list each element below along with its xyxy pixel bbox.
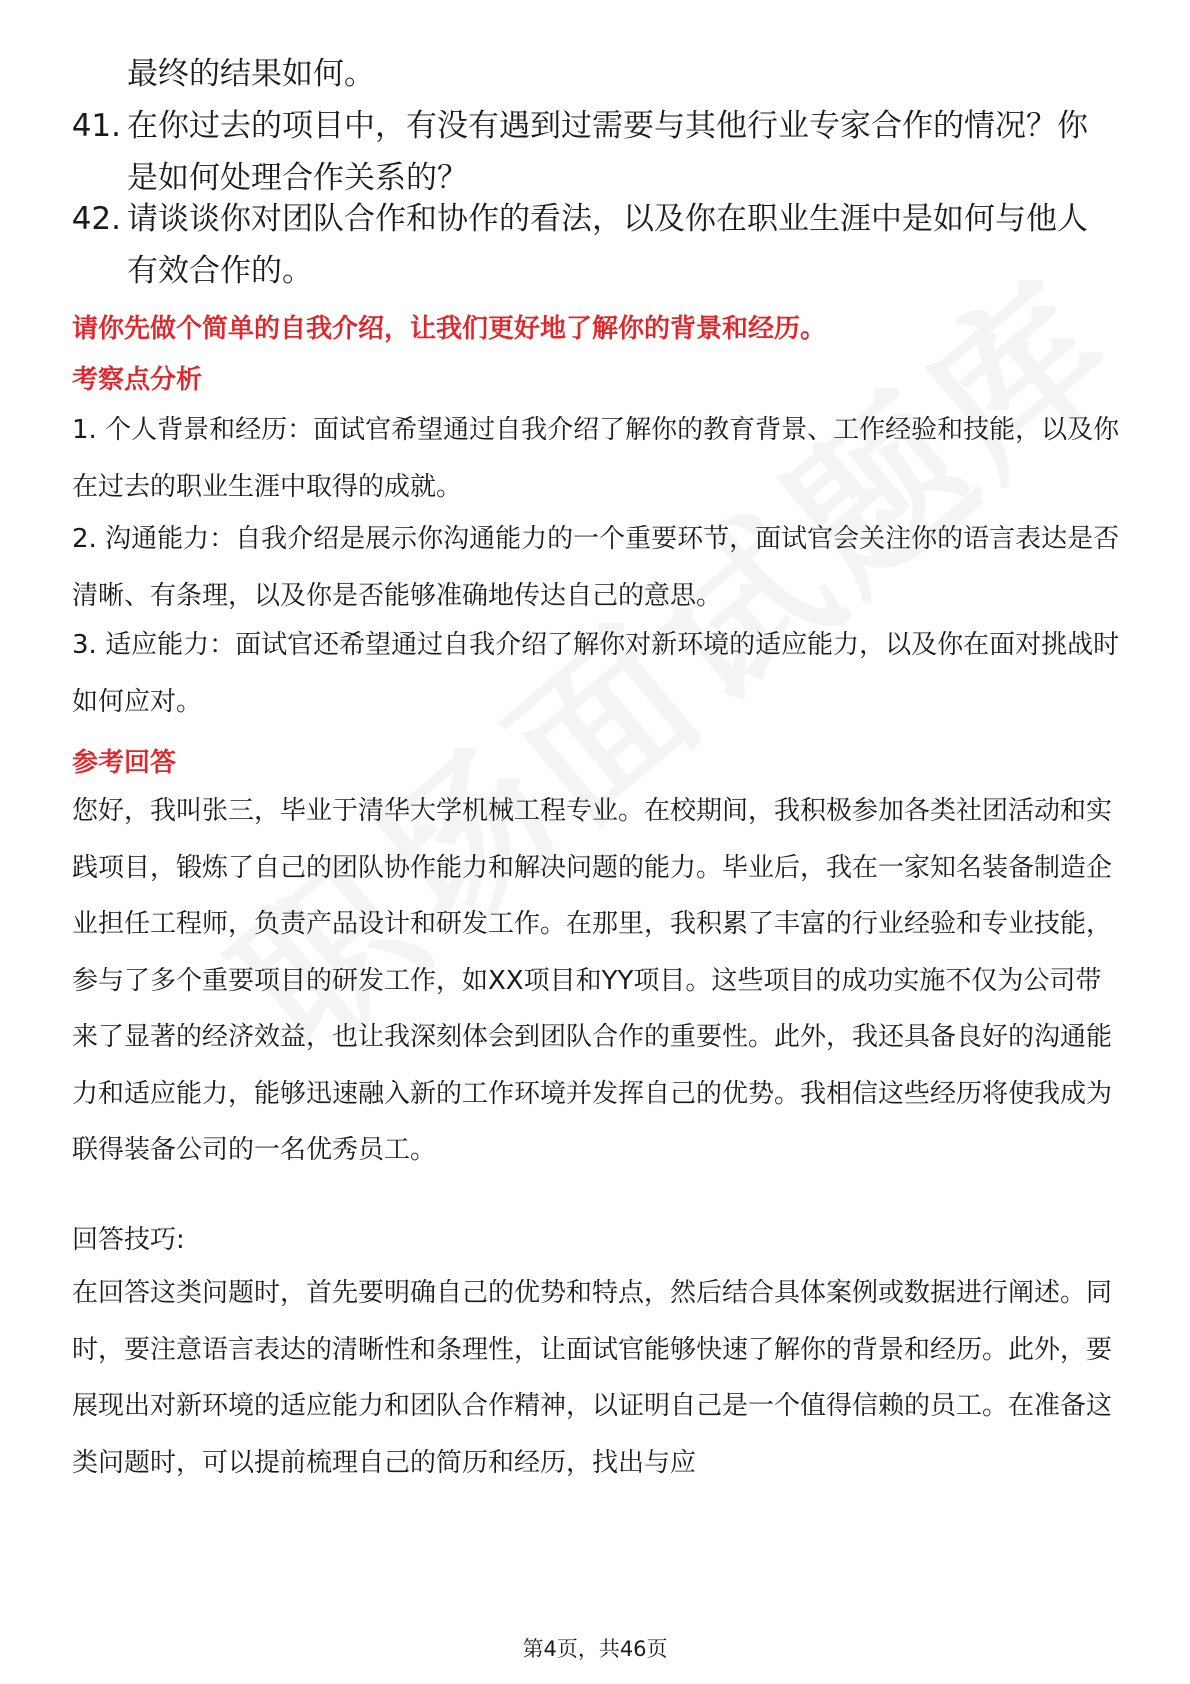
analysis-point: 3. 适应能力：面试官还希望通过自我介绍了解你对新环境的适应能力，以及你在面对挑战时如何应对。 bbox=[72, 630, 1120, 717]
question-item bbox=[71, 100, 1107, 204]
continuation-text: 最终的结果如何。 bbox=[127, 56, 375, 92]
tips-label: 回答技巧: bbox=[72, 1225, 185, 1255]
analysis-point: 1. 个人背景和经历：面试官希望通过自我介绍了解你的教育背景、工作经验和技能，以及你在过去的职业生涯中取得的成就。 bbox=[72, 415, 1120, 502]
question-number: 41. bbox=[71, 108, 121, 144]
section-question: 请你先做个简单的自我介绍，让我们更好地了解你的背景和经历。 bbox=[72, 314, 827, 344]
analysis-heading: 考察点分析 bbox=[72, 365, 203, 395]
page-footer: 第4页，共46页 bbox=[522, 1637, 668, 1661]
question-text: 请谈谈你对团队合作和协作的看法，以及你在职业生涯中是如何与他人有效合作的。 bbox=[127, 201, 1088, 289]
analysis-point: 2. 沟通能力：自我介绍是展示你沟通能力的一个重要环节，面试官会关注你的语言表达是否清晰、有条理，以及你是否能够准确地传达自己的意思。 bbox=[72, 524, 1120, 611]
answer-heading: 参考回答 bbox=[72, 748, 177, 778]
question-item bbox=[71, 193, 1107, 297]
tips-text: 在回答这类问题时，首先要明确自己的优势和特点，然后结合具体案例或数据进行阐述。同时，要注意语言表达的清晰性和条理性，让面试官能够快速了解你的背景和经历。此外，要展现出对新环境的适应能力和团队合作精神，以证明自己是一个值得信赖的员工。在准备这类问题时，可以提前梳理自己的简历和经历，找出与应 bbox=[72, 1278, 1113, 1478]
answer-text: 您好，我叫张三，毕业于清华大学机械工程专业。在校期间，我积极参加各类社团活动和实践项目，锻炼了自己的团队协作能力和解决问题的能力。毕业后，我在一家知名装备制造企业担任工程师，负责产品设计和研发工作。在那里，我积累了丰富的行业经验和专业技能，参与了多个重要项目的研发工作，如XX项目和YY项目。这些项目的成功实施不仅为公司带来了显著的经济效益，也让我深刻体会到团队合作的重要性。此外，我还具备良好的沟通能力和适应能力，能够迅速融入新的工作环境并发挥自己的优势。我相信这些经历将使我成为联得装备公司的一名优秀员工。 bbox=[72, 796, 1113, 1165]
question-text: 在你过去的项目中，有没有遇到过需要与其他行业专家合作的情况？你是如何处理合作关系的？ bbox=[127, 108, 1088, 196]
question-number: 42. bbox=[71, 201, 121, 237]
